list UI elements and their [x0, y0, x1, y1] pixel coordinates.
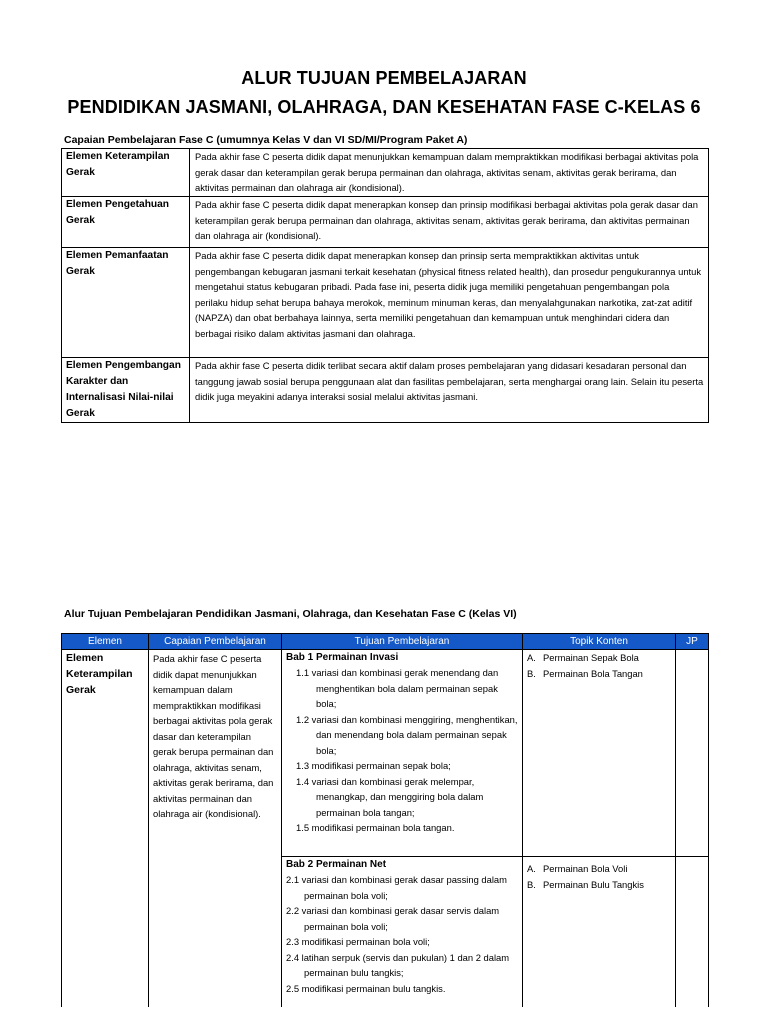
bab1-topik-cell: [523, 650, 676, 857]
tp-item: 2.5 modifikasi permainan bulu tangkis.: [286, 982, 446, 994]
topic-text: Permainan Bola Tangan: [543, 667, 643, 679]
alur-tujuan-pembelajaran-table: [61, 633, 709, 1007]
header-topik: Topik Konten: [523, 634, 676, 650]
list-item: [527, 861, 671, 877]
topic-letter: A.: [527, 652, 536, 663]
tp-item: 1.5 modifikasi permainan bola tangan.: [296, 822, 455, 833]
table-row: [62, 358, 709, 423]
cp-deskripsi-cell: Pada akhir fase C peserta didik dapat menerapkan konsep dan prinsip serta mempraktikkan aktivitas untuk pengembangan kebugaran jasmani terkait kesehatan (physical fitness related health), dan prosedur pengukurannya untuk mengetahui status kebugaran pribadi. Pada fase ini, peserta didik juga memiliki pengetahuan pengembangan pola perilaku hidup sehat berupa bahaya merokok, meminum minuman keras, dan menyalahgunakan narkotika, zat-zat aditif (NAPZA) dan obat berbahaya lainnya, serta memiliki pengetahuan dan kemampuan untuk menghindari cidera dan berbagai risiko dalam aktivitas jasmani dan olahraga.: [190, 248, 709, 358]
cp-elemen-cell: Elemen Pengetahuan Gerak: [62, 197, 190, 248]
tp-item: 2.2 variasi dan kombinasi gerak dasar servis dalam permainan bola voli;: [286, 905, 500, 932]
cp-elemen-cell: Elemen Pengembangan Karakter dan Internalisasi Nilai-nilai Gerak: [62, 358, 190, 423]
topic-letter: A.: [527, 863, 536, 874]
cp-elemen-cell: Elemen Pemanfaatan Gerak: [62, 248, 190, 358]
bab2-jp-cell: [676, 857, 709, 1007]
capaian-pembelajaran-table: [61, 148, 709, 423]
header-elemen: Elemen: [62, 634, 149, 650]
document-title: ALUR TUJUAN PEMBELAJARAN: [241, 68, 527, 88]
tp-item: 2.1 variasi dan kombinasi gerak dasar passing dalam permainan bola voli;: [286, 874, 507, 901]
list-item: [527, 666, 671, 682]
tp-item: 1.1 variasi dan kombinasi gerak menendang dan menghentikan bola dalam permainan sepak bola;: [296, 667, 499, 709]
atp-cp-cell: [149, 650, 282, 1007]
atp-elemen-cell: [62, 650, 149, 1007]
bab2-tp-cell: [282, 857, 523, 1007]
cp-elemen-cell: Elemen Keterampilan Gerak: [62, 149, 190, 197]
tp-item: 1.3 modifikasi permainan sepak bola;: [296, 760, 451, 771]
header-capaian: Capaian Pembelajaran: [149, 634, 282, 650]
tp-item: 1.4 variasi dan kombinasi gerak melempar, menangkap, dan menggiring bola dalam permainan bola tangan;: [296, 775, 484, 818]
table-row: [62, 248, 709, 358]
header-tujuan: Tujuan Pembelajaran: [282, 634, 523, 650]
bab2-topik-cell: [523, 857, 676, 1007]
bab1-title: Bab 1 Permainan Invasi: [286, 652, 399, 663]
atp-cp-text: Pada akhir fase C peserta didik dapat menunjukkan kemampuan dalam mempraktikkan modifikasi berbagai aktivitas pola gerak dasar dan keterampilan gerak berupa permainan dan olahraga, aktivitas senam, aktivitas gerak berirama, dan aktivitas permainan dan olahraga air (kondisional).: [153, 653, 274, 819]
bab1-jp-cell: [676, 650, 709, 857]
cp-table-caption: Capaian Pembelajaran Fase C (umumnya Kelas V dan VI SD/MI/Program Paket A): [64, 134, 468, 146]
topic-letter: B.: [527, 878, 536, 890]
cp-deskripsi-cell: Pada akhir fase C peserta didik dapat menunjukkan kemampuan dalam mempraktikkan modifikasi berbagai aktivitas pola gerak dasar dan keterampilan gerak berupa permainan dan olahraga, aktivitas senam, aktivitas gerak berirama, dan aktivitas permainan dan olahraga air (kondisional).: [190, 149, 709, 197]
list-item: [527, 877, 671, 893]
topic-text: Permainan Bulu Tangkis: [543, 878, 644, 890]
topic-letter: B.: [527, 667, 536, 679]
table-header-row: [62, 634, 709, 650]
atp-table-caption: Alur Tujuan Pembelajaran Pendidikan Jasmani, Olahraga, dan Kesehatan Fase C (Kelas VI): [64, 608, 517, 620]
header-jp: JP: [676, 634, 709, 650]
table-row: [62, 149, 709, 197]
tp-item: 2.3 modifikasi permainan bola voli;: [286, 936, 430, 947]
tp-item: 1.2 variasi dan kombinasi menggiring, menghentikan, dan menendang bola dalam permainan sepak bola;: [296, 713, 518, 756]
bab1-tp-cell: [282, 650, 523, 857]
topic-text: Permainan Sepak Bola: [543, 652, 639, 663]
tp-item: 2.4 latihan serpuk (servis dan pukulan) 1 dan 2 dalam permainan bulu tangkis;: [286, 951, 510, 978]
document-subtitle: PENDIDIKAN JASMANI, OLAHRAGA, DAN KESEHATAN FASE C-KELAS 6: [67, 97, 701, 117]
cp-deskripsi-cell: Pada akhir fase C peserta didik dapat menerapkan konsep dan prinsip modifikasi berbagai aktivitas pola gerak dasar dan keterampilan gerak berupa permainan dan olahraga, aktivitas senam, aktivitas gerak berirama, dan aktivitas permainan dan olahraga air (kondisional).: [190, 197, 709, 248]
cp-deskripsi-cell: Pada akhir fase C peserta didik terlibat secara aktif dalam proses pembelajaran yang didasari kesadaran personal dan tanggung jawab sosial berupa penggunaan alat dan fasilitas pembelajaran, serta menghargai orang lain. Selain itu peserta didik juga meyakini adanya interaksi sosial melalui aktivitas jasmani.: [190, 358, 709, 423]
bab2-title: Bab 2 Permainan Net: [286, 859, 387, 870]
table-row: [62, 650, 709, 857]
list-item: [527, 650, 671, 666]
table-row: [62, 197, 709, 248]
topic-text: Permainan Bola Voli: [543, 863, 628, 874]
atp-elemen-label: Elemen Keterampilan Gerak: [66, 652, 133, 696]
